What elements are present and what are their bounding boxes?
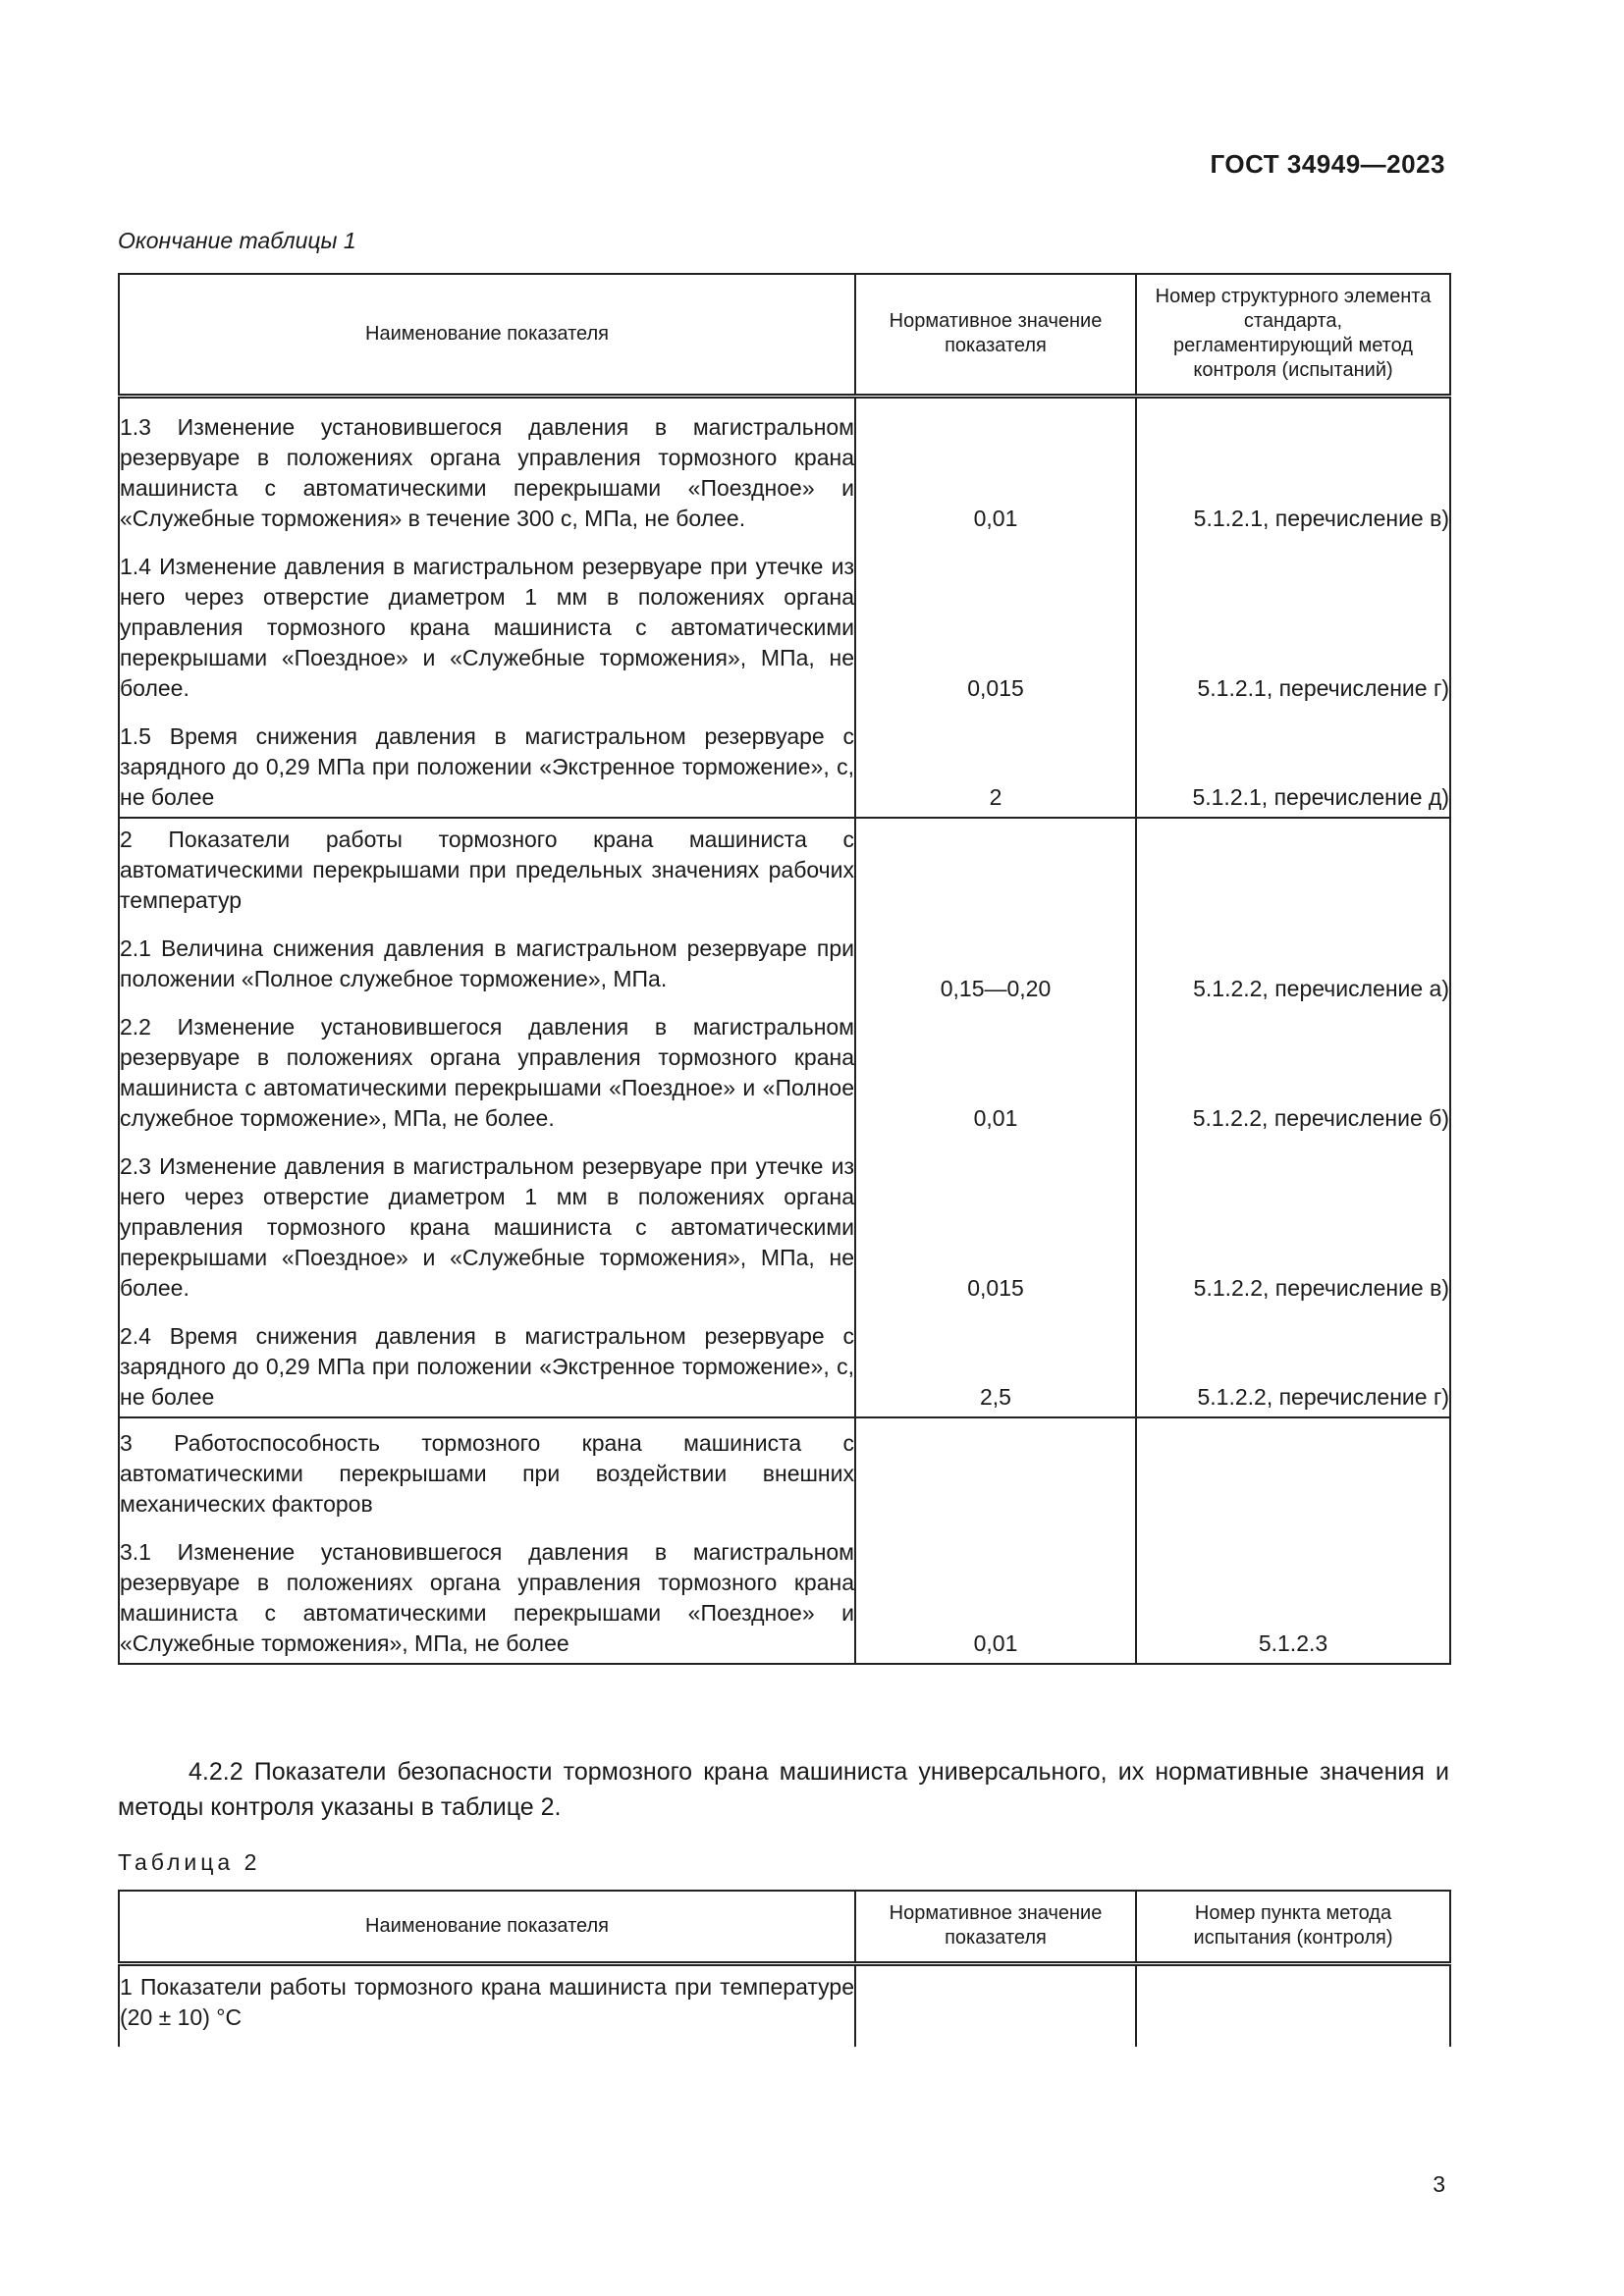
- table-row: [119, 916, 1450, 1004]
- standard-number: ГОСТ 34949—2023: [1210, 149, 1445, 179]
- paragraph-4-2-2: 4.2.2 Показатели безопасности тормозного крана машиниста универсального, их нормативные значения и методы контроля указаны в таблице 2.: [118, 1758, 1449, 1821]
- row-name: 2.3 Изменение давления в магистральном резервуаре при утечке из него через отверстие диаметром 1 мм в положениях органа управления тормозного крана машиниста с автоматическими перекрышами «Поездное» и «Служебные торможения», МПа, не более.: [119, 1134, 855, 1304]
- row-value: 0,01: [855, 1004, 1136, 1134]
- row-method: 5.1.2.1, перечисление г): [1136, 534, 1450, 704]
- table1-header-name: Наименование показателя: [119, 274, 855, 396]
- row-name: 1.5 Время снижения давления в магистральном резервуаре с зарядного до 0,29 МПа при положении «Экстренное торможение», с, не более: [119, 704, 855, 818]
- table-row: [119, 396, 1450, 534]
- table-row: [119, 1304, 1450, 1417]
- row-value: 0,015: [855, 534, 1136, 704]
- row-name: 2.4 Время снижения давления в магистральном резервуаре с зарядного до 0,29 МПа при положении «Экстренное торможение», с, не более: [119, 1304, 855, 1417]
- row-name: 1.4 Изменение давления в магистральном резервуаре при утечке из него через отверстие диаметром 1 мм в положениях органа управления тормозного крана машиниста с автоматическими перекрышами «Поездное» и «Служебные торможения», МПа, не более.: [119, 534, 855, 704]
- table2-caption: Таблица 2: [118, 1849, 261, 1875]
- row-name: 2 Показатели работы тормозного крана машиниста с автоматическими перекрышами при предельных значениях рабочих температур: [119, 818, 855, 916]
- table-row: [119, 704, 1450, 818]
- row-method: 5.1.2.3: [1136, 1520, 1450, 1664]
- row-name: 3.1 Изменение установившегося давления в магистральном резервуаре в положениях органа управления тормозного крана машиниста с автоматическими перекрышами «Поездное» и «Служебные торможения», МПа, не более: [119, 1520, 855, 1664]
- table-row: [119, 1004, 1450, 1134]
- table-row: [119, 1134, 1450, 1304]
- row-value: 2,5: [855, 1304, 1136, 1417]
- row-value: 0,15—0,20: [855, 916, 1136, 1004]
- table-row: [119, 1963, 1450, 2047]
- row-value: [855, 818, 1136, 916]
- table-row: [119, 818, 1450, 916]
- row-method: 5.1.2.2, перечисление в): [1136, 1134, 1450, 1304]
- row-method: 5.1.2.2, перечисление а): [1136, 916, 1450, 1004]
- row-value: 0,01: [855, 396, 1136, 534]
- row-name: 1 Показатели работы тормозного крана машиниста при температуре (20 ± 10) °С: [119, 1963, 855, 2047]
- table1: [118, 273, 1451, 1665]
- table-row: [119, 1417, 1450, 1520]
- row-value: 0,015: [855, 1134, 1136, 1304]
- row-value: 2: [855, 704, 1136, 818]
- row-method: [1136, 1417, 1450, 1520]
- row-method: 5.1.2.1, перечисление в): [1136, 396, 1450, 534]
- row-method: [1136, 1963, 1450, 2047]
- table1-header-value: Нормативное значение показателя: [855, 274, 1136, 396]
- row-name: 1.3 Изменение установившегося давления в магистральном резервуаре в положениях органа управления тормозного крана машиниста с автоматическими перекрышами «Поездное» и «Служебные торможения» в течение 300 с, МПа, не более.: [119, 396, 855, 534]
- table2-header-value: Нормативное значение показателя: [855, 1891, 1136, 1963]
- row-method: 5.1.2.1, перечисление д): [1136, 704, 1450, 818]
- row-name: 2.2 Изменение установившегося давления в магистральном резервуаре в положениях органа управления тормозного крана машиниста с автоматическими перекрышами «Поездное» и «Полное служебное торможение», МПа, не более.: [119, 1004, 855, 1134]
- row-name: 3 Работоспособность тормозного крана машиниста с автоматическими перекрышами при воздействии внешних механических факторов: [119, 1417, 855, 1520]
- page-number: 3: [1433, 2171, 1445, 2197]
- table-row: [119, 534, 1450, 704]
- row-value: [855, 1963, 1136, 2047]
- table2: [118, 1890, 1451, 2047]
- row-value: 0,01: [855, 1520, 1136, 1664]
- table1-caption: Окончание таблицы 1: [118, 228, 356, 253]
- table1-header-method: Номер структурного элемента стандарта, регламентирующий метод контроля (испытаний): [1136, 274, 1450, 396]
- table2-header-method: Номер пункта метода испытания (контроля): [1136, 1891, 1450, 1963]
- row-method: 5.1.2.2, перечисление б): [1136, 1004, 1450, 1134]
- row-method: [1136, 818, 1450, 916]
- row-value: [855, 1417, 1136, 1520]
- table-row: [119, 1520, 1450, 1664]
- row-name: 2.1 Величина снижения давления в магистральном резервуаре при положении «Полное служебное торможение», МПа.: [119, 916, 855, 1004]
- table2-header-name: Наименование показателя: [119, 1891, 855, 1963]
- row-method: 5.1.2.2, перечисление г): [1136, 1304, 1450, 1417]
